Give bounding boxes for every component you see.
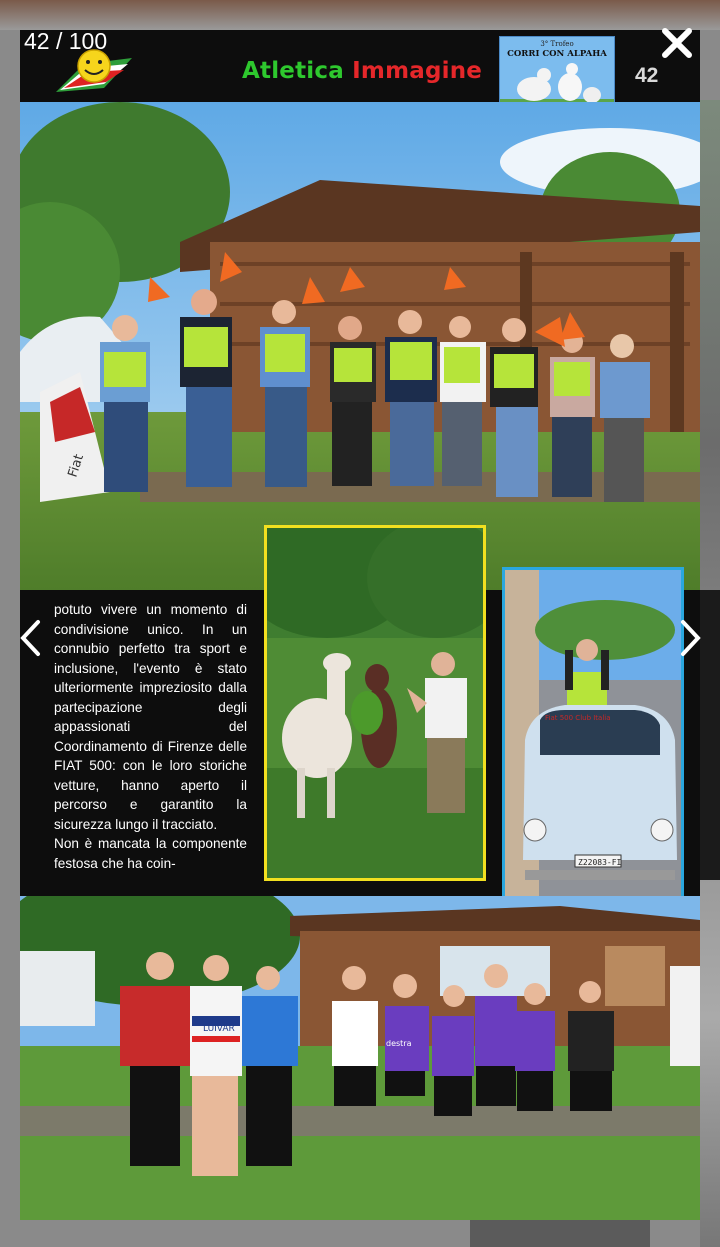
flag-label: Fiat bbox=[65, 452, 87, 480]
bottom-page-strip bbox=[470, 1220, 650, 1247]
prev-page-button[interactable] bbox=[16, 618, 46, 658]
background-top bbox=[0, 0, 720, 30]
close-button[interactable] bbox=[660, 26, 694, 60]
runners-group-photo bbox=[20, 896, 700, 1220]
page-counter: 42 / 100 bbox=[24, 28, 108, 54]
trophy-edition: 3° Trofeo bbox=[540, 40, 574, 48]
chevron-right-icon bbox=[675, 618, 705, 658]
alpaca-photo bbox=[264, 525, 486, 881]
close-icon bbox=[660, 26, 694, 60]
runner-shirt-2: destra bbox=[386, 1039, 412, 1048]
article-text-block bbox=[20, 590, 268, 896]
volunteers-group-photo bbox=[20, 102, 700, 590]
runner-shirt-1: LUIVAR bbox=[203, 1024, 235, 1034]
page-number: 42 bbox=[635, 64, 659, 87]
car-plate: Z22083-FI bbox=[578, 858, 622, 867]
next-page-button[interactable] bbox=[675, 618, 705, 658]
brand-part-2: Immagine bbox=[352, 58, 483, 84]
trophy-title: CORRI CON ALPAHA bbox=[507, 49, 607, 59]
article-paragraph-1: potuto vivere un momento di condivisione unico. In un connubio perfetto tra sport e inclusione, l'evento è stato ulteriormente impreziosito dalla partecipazione degli appassionati del Coordinamento di Firenze delle FIAT 500: con le loro storiche vetture, hanno aperto il percorso e garantito la sicurezza lungo il tracciato. bbox=[54, 602, 247, 832]
article-paragraph-2: Non è mancata la componente festosa che ha coin- bbox=[54, 836, 247, 871]
page-header bbox=[20, 30, 700, 102]
car-sticker: Fiat 500 Club Italia bbox=[545, 714, 611, 722]
fiat-500-photo bbox=[502, 567, 684, 911]
brand-part-1: Atletica bbox=[242, 58, 344, 84]
magazine-page bbox=[20, 30, 700, 1220]
chevron-left-icon bbox=[16, 618, 46, 658]
article-body bbox=[54, 600, 247, 873]
magazine-brand bbox=[242, 58, 482, 84]
